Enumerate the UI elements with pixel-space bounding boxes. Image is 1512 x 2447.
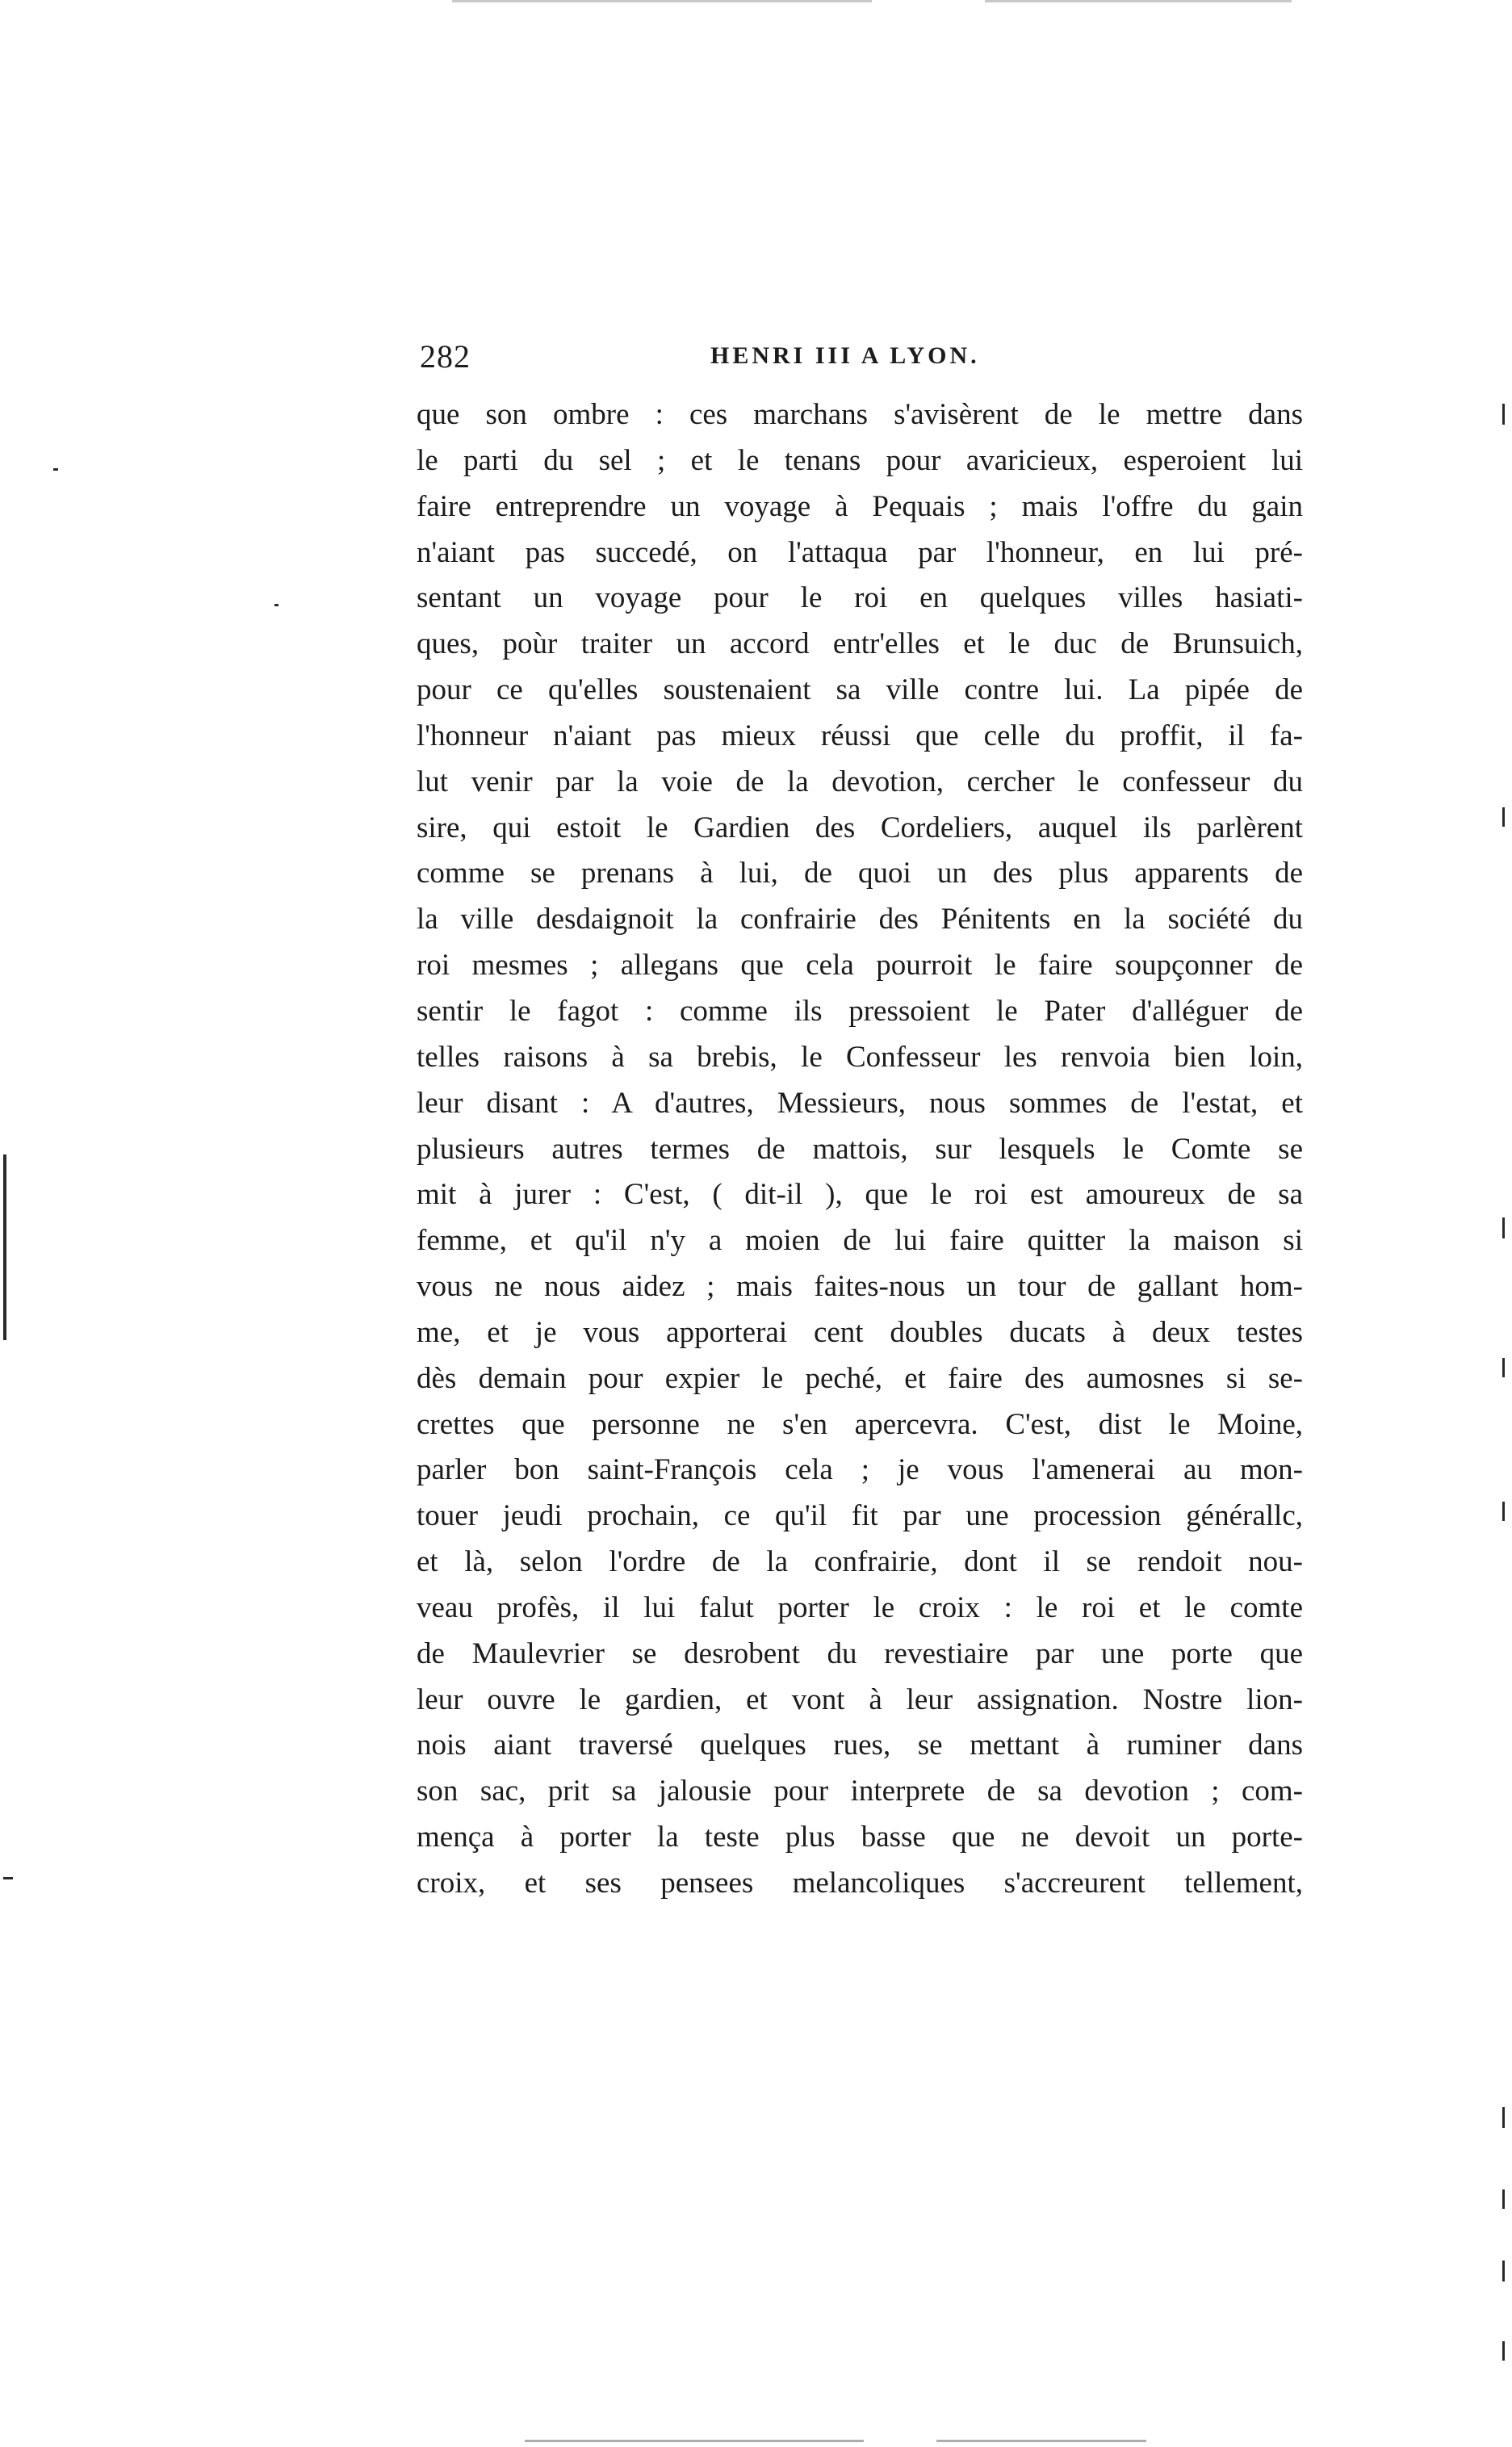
text-line: sire, qui estoit le Gardien des Cordeliers, auquel ils parlèrent <box>417 811 1303 844</box>
right-margin-tick-9 <box>1502 2341 1505 2361</box>
left-margin-dot <box>53 468 58 471</box>
scan-edge-top <box>452 0 872 2</box>
text-line: touer jeudi prochain, ce qu'il fit par une procession générallc, <box>417 1499 1303 1533</box>
right-margin-tick-1 <box>1502 404 1505 425</box>
text-line: femme, et qu'il n'y a moien de lui faire quitter la maison si <box>417 1224 1303 1258</box>
text-line: parler bon saint-François cela ; je vous l'amenerai au mon- <box>417 1453 1303 1487</box>
page-number: 282 <box>420 338 471 375</box>
right-margin-tick-5 <box>1502 1502 1505 1521</box>
text-line: son sac, prit sa jalousie pour interprete de sa devotion ; com- <box>417 1774 1303 1808</box>
text-line: me, et je vous apporterai cent doubles ducats à deux testes <box>417 1315 1303 1349</box>
text-line: pour ce qu'elles soustenaient sa ville contre lui. La pipée de <box>417 673 1303 707</box>
text-line: leur disant : A d'autres, Messieurs, nous sommes de l'estat, et <box>417 1086 1303 1120</box>
text-line: veau profès, il lui falut porter le croix : le roi et le comte <box>417 1590 1303 1624</box>
scan-edge-bottom <box>525 2440 864 2442</box>
scan-edge-top-right <box>985 0 1292 2</box>
right-margin-tick-2 <box>1502 807 1505 827</box>
text-line: telles raisons à sa brebis, le Confesseur les renvoia bien loin, <box>417 1040 1303 1074</box>
text-line: et là, selon l'ordre de la confrairie, dont il se rendoit nou- <box>417 1545 1303 1579</box>
body-text <box>417 392 1303 1907</box>
text-line: mit à jurer : C'est, ( dit-il ), que le roi est amoureux de sa <box>417 1178 1303 1212</box>
text-line: comme se prenans à lui, de quoi un des plus apparents de <box>417 857 1303 890</box>
text-line: la ville desdaignoit la confrairie des Pénitents en la société du <box>417 903 1303 936</box>
page-header <box>420 337 1304 386</box>
text-line: que son ombre : ces marchans s'avisèrent de le mettre dans <box>417 398 1303 431</box>
right-margin-tick-4 <box>1502 1358 1505 1377</box>
text-line: sentant un voyage pour le roi en quelques villes hasiati- <box>417 581 1303 615</box>
left-margin-dot-2 <box>274 604 279 606</box>
running-head: HENRI III A LYON. <box>710 342 980 369</box>
right-margin-tick-6 <box>1502 2107 1505 2128</box>
text-line: croix, et ses pensees melancoliques s'accreurent tellement, <box>417 1867 1303 1900</box>
text-line: roi mesmes ; allegans que cela pourroit le faire soupçonner de <box>417 949 1303 983</box>
left-margin-dash <box>3 1877 13 1879</box>
text-line: n'aiant pas succedé, on l'attaqua par l'honneur, en lui pré- <box>417 535 1303 569</box>
text-line: sentir le fagot : comme ils pressoient le Pater d'alléguer de <box>417 994 1303 1028</box>
text-line: dès demain pour expier le peché, et faire des aumosnes si se- <box>417 1361 1303 1395</box>
right-margin-tick-3 <box>1502 1217 1505 1238</box>
text-line: vous ne nous aidez ; mais faites-nous un tour de gallant hom- <box>417 1270 1303 1304</box>
text-line: le parti du sel ; et le tenans pour avaricieux, esperoient lui <box>417 443 1303 477</box>
text-line: crettes que personne ne s'en apercevra. C'est, dist le Moine, <box>417 1407 1303 1441</box>
left-margin-bar <box>3 1154 6 1340</box>
text-line: mença à porter la teste plus basse que ne devoit un porte- <box>417 1821 1303 1854</box>
scan-edge-bottom-right <box>936 2440 1146 2442</box>
right-margin-tick-7 <box>1502 2189 1505 2209</box>
text-line: ques, poùr traiter un accord entr'elles et le duc de Brunsuich, <box>417 627 1303 661</box>
right-margin-tick-8 <box>1502 2261 1505 2281</box>
text-line: nois aiant traversé quelques rues, se mettant à ruminer dans <box>417 1728 1303 1762</box>
text-line: de Maulevrier se desrobent du revestiaire par une porte que <box>417 1636 1303 1670</box>
text-line: lut venir par la voie de la devotion, cercher le confesseur du <box>417 765 1303 798</box>
text-line: faire entreprendre un voyage à Pequais ; mais l'offre du gain <box>417 489 1303 523</box>
text-line: plusieurs autres termes de mattois, sur lesquels le Comte se <box>417 1132 1303 1166</box>
text-line: leur ouvre le gardien, et vont à leur assignation. Nostre lion- <box>417 1682 1303 1716</box>
text-line: l'honneur n'aiant pas mieux réussi que celle du proffit, il fa- <box>417 719 1303 752</box>
